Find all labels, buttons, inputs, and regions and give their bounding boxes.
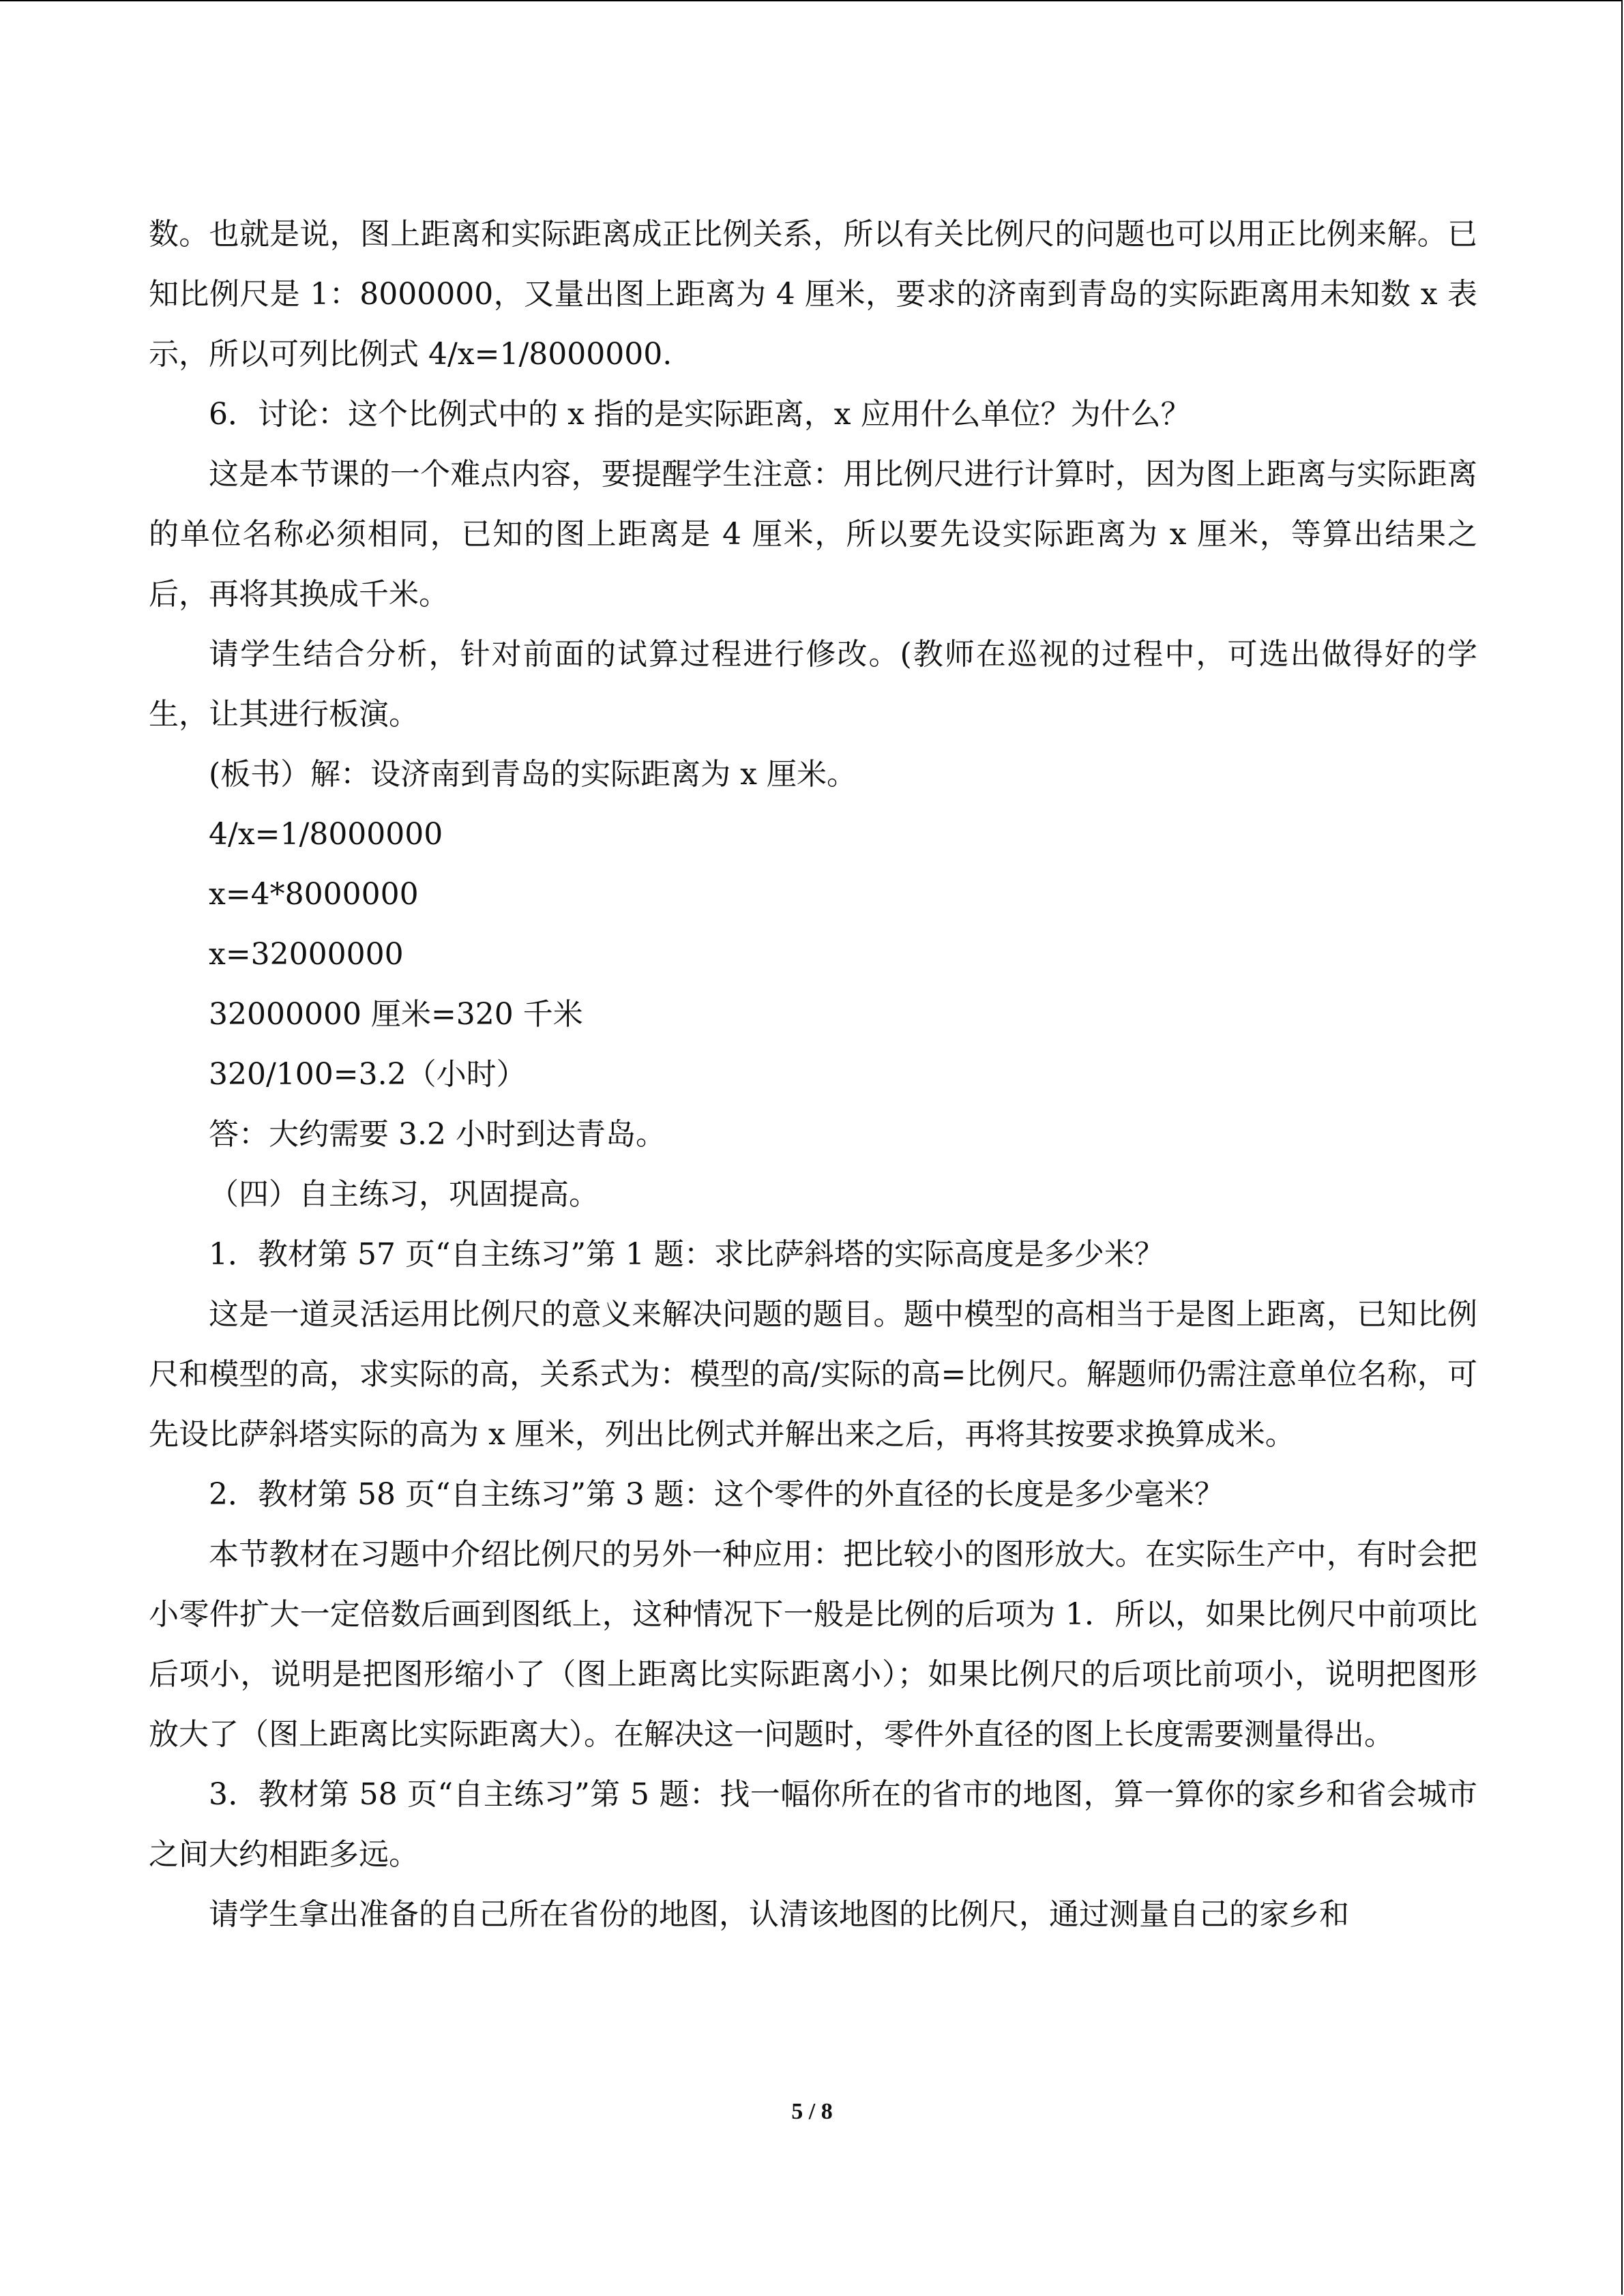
- paragraph-difficulty-note: 这是本节课的一个难点内容，要提醒学生注意：用比例尺进行计算时，因为图上距离与实际距离的单位名称必须相同，已知的图上距离是 4 厘米，所以要先设实际距离为 x 厘米，等算出结果之后，再将其换成千米。: [149, 457, 1477, 612]
- answer-line: 答：大约需要 3.2 小时到达青岛。: [209, 1117, 666, 1152]
- board-solution-heading: (板书）解：设济南到青岛的实际距离为 x 厘米。: [209, 757, 857, 792]
- equation-line-4: 32000000 厘米=320 千米: [209, 997, 583, 1032]
- paragraph-continuation: 数。也就是说，图上距离和实际距离成正比例关系，所以有关比例尺的问题也可以用正比例来解。已知比例尺是 1：8000000，又量出图上距离为 4 厘米，要求的济南到青岛的实际距离用未知数 x 表示，所以可列比例式 4/x=1/8000000.: [149, 217, 1477, 372]
- exercise-item-3: 3．教材第 58 页“自主练习”第 5 题：找一幅你所在的省市的地图，算一算你的家乡和省会城市之间大约相距多远。: [149, 1777, 1477, 1872]
- exercise-1-explanation: 这是一道灵活运用比例尺的意义来解决问题的题目。题中模型的高相当于是图上距离，已知比例尺和模型的高，求实际的高，关系式为：模型的高/实际的高=比例尺。解题师仍需注意单位名称，可先设比萨斜塔实际的高为 x 厘米，列出比例式并解出来之后，再将其按要求换算成米。: [149, 1297, 1477, 1452]
- exercise-item-2: 2．教材第 58 页“自主练习”第 3 题：这个零件的外直径的长度是多少毫米？: [209, 1477, 1224, 1512]
- paragraph-student-revision: 请学生结合分析，针对前面的试算过程进行修改。(教师在巡视的过程中，可选出做得好的学生，让其进行板演。: [149, 637, 1477, 732]
- exercise-item-1: 1．教材第 57 页“自主练习”第 1 题：求比萨斜塔的实际高度是多少米？: [209, 1237, 1164, 1272]
- section-heading-practice: （四）自主练习，巩固提高。: [209, 1177, 599, 1212]
- page-number: 5 / 8: [791, 2099, 833, 2124]
- equation-line-5: 320/100=3.2（小时）: [209, 1057, 527, 1092]
- document-body: [149, 205, 1477, 1945]
- equation-line-2: x=4*8000000: [209, 877, 419, 912]
- exercise-2-explanation: 本节教材在习题中介绍比例尺的另外一种应用：把比较小的图形放大。在实际生产中，有时会把小零件扩大一定倍数后画到图纸上，这种情况下一般是比例的后项为 1．所以，如果比例尺中前项比后项小，说明是把图形缩小了（图上距离比实际距离小）；如果比例尺的后项比前项小，说明把图形放大了（图上距离比实际距离大）。在解决这一问题时，零件外直径的图上长度需要测量得出。: [149, 1537, 1477, 1752]
- equation-line-1: 4/x=1/8000000: [209, 817, 443, 852]
- paragraph-discussion-question: 6．讨论：这个比例式中的 x 指的是实际距离，x 应用什么单位？为什么？: [209, 397, 1191, 432]
- equation-line-3: x=32000000: [209, 937, 404, 972]
- exercise-3-explanation: 请学生拿出准备的自己所在省份的地图，认清该地图的比例尺，通过测量自己的家乡和: [209, 1897, 1349, 1932]
